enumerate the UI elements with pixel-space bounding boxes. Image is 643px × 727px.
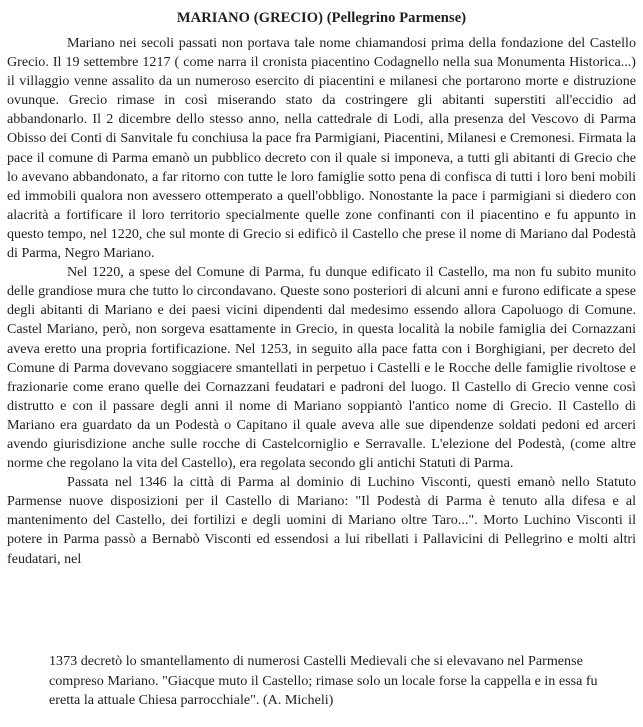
page-title: MARIANO (GRECIO) (Pellegrino Parmense)	[176, 10, 467, 26]
article-tail	[49, 652, 609, 711]
paragraph-4: 1373 decretò lo smantellamento di numerosi Castelli Medievali che si elevavano nel Parmense compreso Mariano. "Giacque muto il Castello; rimase solo un locale forse la cappella e in essa fu eretta la attuale Chiesa parrocchiale". (A. Micheli)	[49, 653, 598, 709]
article-body	[7, 34, 636, 569]
paragraph-2: Nel 1220, a spese del Comune di Parma, fu dunque edificato il Castello, ma non fu subito munito delle grandiose mura che tutto lo circondavano. Queste sono posteriori di alcuni anni e furono edificate a spese degli abitanti di Mariano e dei paesi vicini dipendenti dal medesimo essendo allora Capoluogo di Comune. Castel Mariano, però, non sorgeva esattamente in Grecio, in questa località la nobile famiglia dei Cornazzani aveva eretto una propria fortificazione. Nel 1253, in seguito alla pace fatta con i Borghigiani, per decreto del Comune di Parma dovevano soggiacere smantellati in perpetuo i Castelli e le Rocche delle famiglie rivoltose e frazionarie come erano quelle dei Cornazzani feudatari e padroni del luogo. Il Castello di Grecio venne così distrutto e con il passare degli anni il nome di Mariano soppiantò l'antico nome di Grecio. Il Castello di Mariano era guardato da un Podestà o Capitano il quale aveva alle sue dipendenze soldati pedoni ed arceri avendo giurisdizione anche sulle rocche di Castelcorniglio e Serravalle. L'elezione del Podestà, (come altre norme che regolano la vita del Castello), era regolata secondo gli antichi Statuti di Parma.	[7, 264, 636, 472]
paragraph-3: Passata nel 1346 la città di Parma al dominio di Luchino Visconti, questi emanò nello Statuto Parmense nuove disposizioni per il Castello di Mariano: "Il Podestà di Parma è tenuto alla difesa e al mantenimento del Castello, dei fortilizi e degli uomini di Mariano oltre Taro...". Morto Luchino Visconti il potere in Parma passò a Bernabò Visconti ed essendosi a lui ribellati i Pallavicini di Pellegrino e molti altri feudatari, nel	[7, 474, 636, 567]
paragraph-1: Mariano nei secoli passati non portava tale nome chiamandosi prima della fondazione del Castello Grecio. Il 19 settembre 1217 ( come narra il cronista piacentino Codagnello nella sua Monumenta Historica...) il villaggio venne assalito da un numeroso esercito di piacentini e milanesi che portarono morte e distruzione ovunque. Grecio rimase in così miserando stato da costringere gli abitanti superstiti all'eccidio ad abbandonarlo. Il 2 dicembre dello stesso anno, nella cattedrale di Lodi, alla presenza del Vescovo di Parma Obisso dei Conti di Sanvitale fu conchiusa la pace fra Parmigiani, Piacentini, Milanesi e Cremonesi. Firmata la pace il comune di Parma emanò un pubblico decreto con il quale si imponeva, a tutti gli abitanti di Grecio che lo avevano abbandonato, a far ritorno con tutte le loro famiglie sotto pena di confisca di tutti i loro beni mobili ed immobili qualora non avessero ottemperato a quell'obbligo. Nonostante la pace i parmigiani si diedero con alacrità a fortificare il loro territorio specialmente quelle zone confinanti con il piacentino e fu appunto in questo tempo, nel 1220, che sul monte di Grecio si edificò il Castello che prese il nome di Mariano dal Podestà di Parma, Negro Mariano.	[7, 35, 636, 262]
